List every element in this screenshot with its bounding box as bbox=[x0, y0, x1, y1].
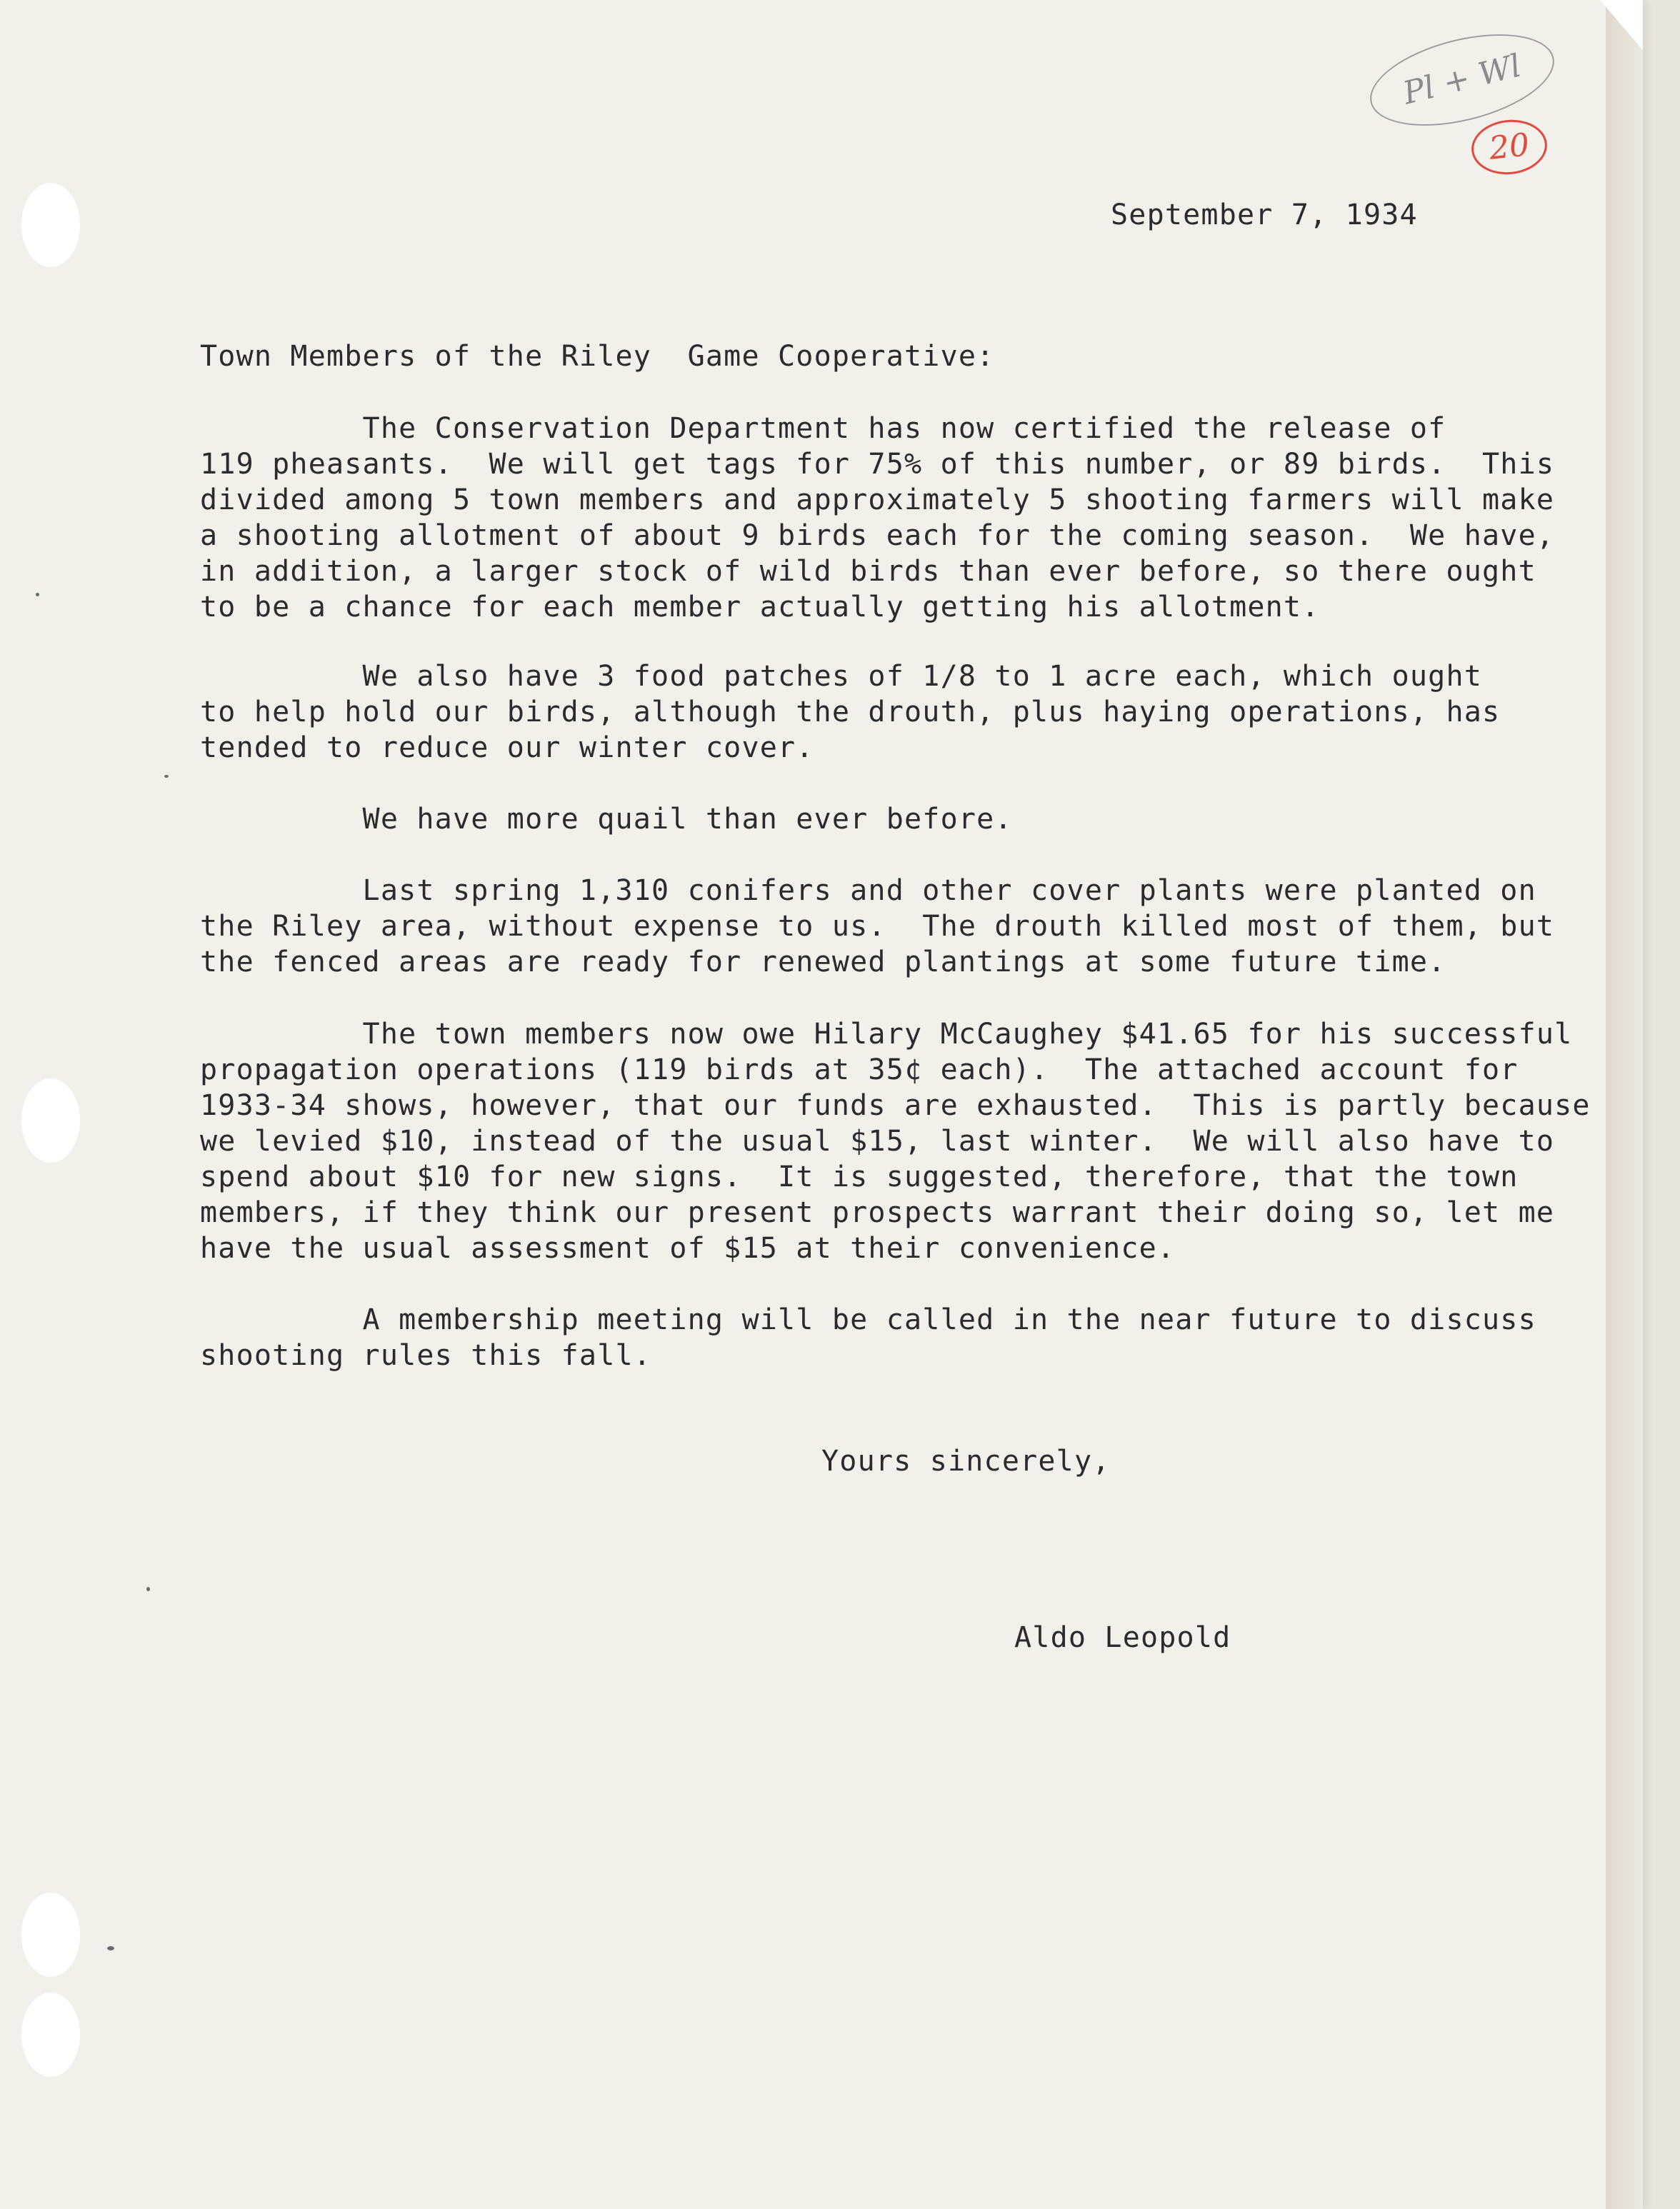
paragraph-line: the Riley area, without expense to us. The drouth killed most of them, but bbox=[200, 910, 1555, 943]
paragraph-line: members, if they think our present prospects warrant their doing so, let me bbox=[200, 1196, 1555, 1229]
page-corner bbox=[1600, 0, 1643, 50]
paragraph-line: We also have 3 food patches of 1/8 to 1 acre each, which ought bbox=[200, 660, 1483, 693]
paragraph-quail bbox=[200, 801, 1013, 837]
paragraph-line: 1933-34 shows, however, that our funds are exhausted. This is partly because bbox=[200, 1089, 1591, 1122]
letter-closing: Yours sincerely, bbox=[821, 1445, 1111, 1478]
paragraph-line: The Conservation Department has now certified the release of bbox=[200, 412, 1446, 445]
pencil-annotation: Pl + Wl bbox=[1361, 18, 1564, 142]
paragraph-line: shooting rules this fall. bbox=[200, 1339, 652, 1372]
paragraph-line: divided among 5 town members and approximately 5 shooting farmers will make bbox=[200, 484, 1555, 516]
paragraph-line: We have more quail than ever before. bbox=[200, 803, 1013, 836]
paper-speck bbox=[36, 593, 39, 596]
paragraph-line: 119 pheasants. We will get tags for 75% of this number, or 89 birds. This bbox=[200, 448, 1555, 481]
paragraph-line: to be a chance for each member actually getting his allotment. bbox=[200, 591, 1320, 623]
paper-speck bbox=[107, 1946, 114, 1950]
punch-hole bbox=[21, 1893, 80, 1977]
paragraph-line: the fenced areas are ready for renewed plantings at some future time. bbox=[200, 946, 1446, 978]
letter-salutation: Town Members of the Riley Game Cooperative: bbox=[200, 340, 995, 373]
punch-hole bbox=[21, 1993, 80, 2077]
paragraph-line: tended to reduce our winter cover. bbox=[200, 731, 814, 764]
paragraph-line: spend about $10 for new signs. It is suggested, therefore, that the town bbox=[200, 1161, 1519, 1193]
letter-signature: Aldo Leopold bbox=[1014, 1621, 1231, 1654]
punch-hole bbox=[21, 1078, 80, 1163]
page-edge bbox=[1606, 0, 1643, 2209]
page-number-annotation: 20 bbox=[1469, 116, 1549, 179]
letter-date: September 7, 1934 bbox=[1111, 199, 1418, 231]
paragraph-line: A membership meeting will be called in the near future to discuss bbox=[200, 1303, 1536, 1336]
paragraph-pheasants bbox=[200, 411, 1554, 625]
paragraph-line: in addition, a larger stock of wild birds than ever before, so there ought bbox=[200, 555, 1536, 588]
paragraph-line: to help hold our birds, although the drouth, plus haying operations, has bbox=[200, 696, 1501, 728]
paragraph-line: have the usual assessment of $15 at their convenience. bbox=[200, 1232, 1176, 1265]
punch-hole bbox=[21, 183, 80, 267]
paragraph-line: propagation operations (119 birds at 35¢ each). The attached account for bbox=[200, 1053, 1519, 1086]
paragraph-conifers bbox=[200, 873, 1554, 980]
paragraph-line: Last spring 1,310 conifers and other cover plants were planted on bbox=[200, 874, 1536, 907]
paper-speck bbox=[146, 1587, 150, 1591]
paper-speck bbox=[164, 775, 169, 778]
paragraph-line: The town members now owe Hilary McCaughey $41.65 for his successful bbox=[200, 1018, 1573, 1051]
paragraph-food-patches bbox=[200, 658, 1500, 766]
paragraph-funds bbox=[200, 1016, 1591, 1266]
paragraph-line: we levied $10, instead of the usual $15, last winter. We will also have to bbox=[200, 1125, 1555, 1158]
paragraph-meeting bbox=[200, 1302, 1536, 1373]
paragraph-line: a shooting allotment of about 9 birds each for the coming season. We have, bbox=[200, 519, 1555, 552]
